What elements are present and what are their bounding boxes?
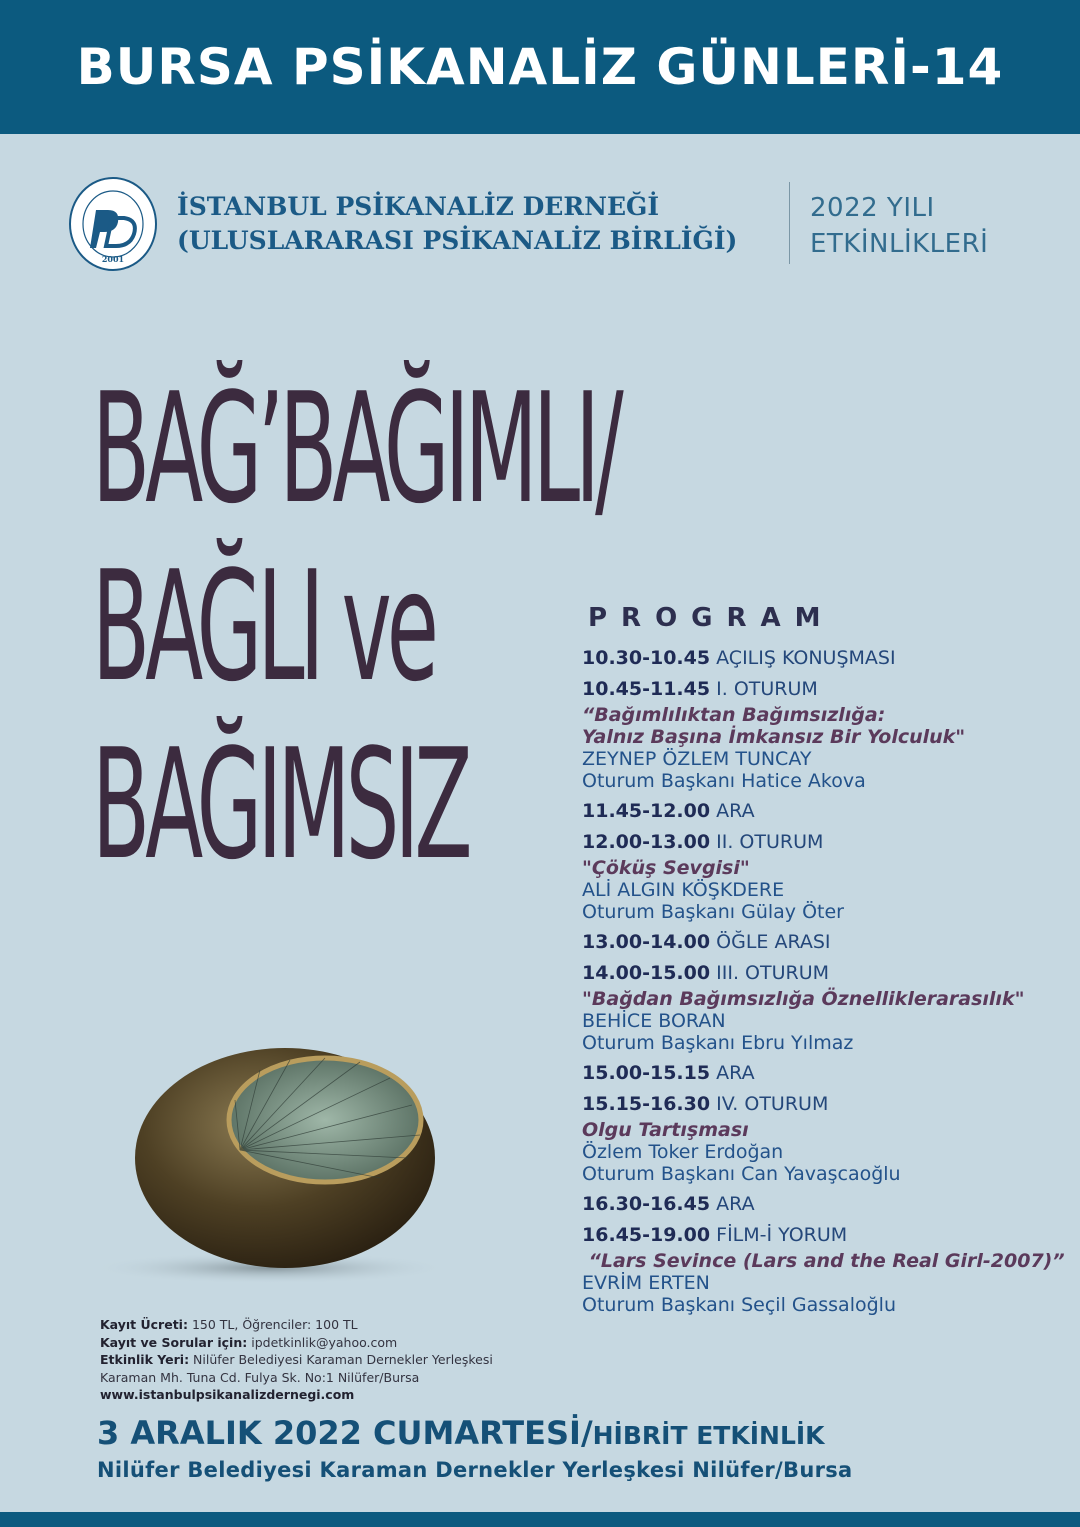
association-logo [68, 176, 158, 272]
schedule-label: ARA [716, 800, 755, 822]
footer-bar [0, 1512, 1080, 1527]
year-line1: 2022 YILI [810, 193, 935, 223]
schedule-label: IV. OTURUM [716, 1093, 829, 1115]
org-line1: İSTANBUL PSİKANALİZ DERNEĞİ [177, 192, 660, 221]
logo-seal-icon [68, 176, 158, 272]
fee-value: 150 TL, Öğrenciler: 100 TL [187, 1317, 358, 1332]
year-events [810, 190, 988, 262]
schedule-row [582, 1193, 1052, 1216]
session-speaker: BEHİCE BORAN [582, 1010, 726, 1032]
schedule-time: 15.15-16.30 [582, 1093, 711, 1115]
event-venue: Nilüfer Belediyesi Karaman Dernekler Yerleşkesi Nilüfer/Bursa [97, 1458, 853, 1482]
session-block [582, 678, 1052, 792]
main-title-line3: BAĞIMSIZ [92, 716, 468, 893]
schedule-time: 13.00-14.00 [582, 931, 711, 953]
schedule-time: 16.30-16.45 [582, 1193, 711, 1215]
date-separator: / [580, 1414, 593, 1452]
fee-line [100, 1316, 493, 1334]
venue-line [100, 1351, 493, 1369]
schedule-row [582, 678, 1052, 701]
sculpture-image [90, 1040, 450, 1285]
session-chair: Oturum Başkanı Hatice Akova [582, 770, 866, 792]
program-heading: PROGRAM [588, 603, 835, 633]
schedule-row [582, 1093, 1052, 1116]
session-speaker: ALİ ALGIN KÖŞKDERE [582, 879, 785, 901]
schedule-time: 10.30-10.45 [582, 647, 711, 669]
event-format: HİBRİT ETKİNLİK [592, 1421, 825, 1450]
session-block [582, 831, 1052, 923]
session-chair: Oturum Başkanı Seçil Gassaloğlu [582, 1294, 896, 1316]
schedule-label: AÇILIŞ KONUŞMASI [716, 647, 896, 669]
venue-value: Nilüfer Belediyesi Karaman Dernekler Yerleşkesi [189, 1352, 493, 1367]
schedule-label: FİLM-İ YORUM [716, 1224, 848, 1246]
session-title: “Bağımlılıktan Bağımsızlığa: [582, 704, 886, 726]
schedule-row [582, 931, 1052, 954]
schedule-row [582, 831, 1052, 854]
session-block [582, 1093, 1052, 1185]
session-chair: Oturum Başkanı Can Yavaşcaoğlu [582, 1163, 901, 1185]
schedule-label: ARA [716, 1193, 755, 1215]
schedule-time: 10.45-11.45 [582, 678, 711, 700]
header-bar [0, 0, 1080, 134]
schedule-time: 12.00-13.00 [582, 831, 711, 853]
main-title-line1: BAĞ’BAĞIMLI/ [92, 360, 619, 537]
venue-label: Etkinlik Yeri: [100, 1352, 190, 1367]
schedule-time: 15.00-15.15 [582, 1062, 711, 1084]
session-title: Yalnız Başına İmkansız Bir Yolculuk" [582, 726, 966, 748]
event-date [97, 1414, 825, 1452]
program-schedule [582, 603, 1065, 1324]
org-line2: (ULUSLARARASI PSİKANALİZ BİRLİĞİ) [177, 226, 738, 255]
schedule-row [582, 1224, 1052, 1247]
schedule-row [582, 962, 1052, 985]
session-speaker: Özlem Toker Erdoğan [582, 1141, 784, 1163]
session-chair: Oturum Başkanı Ebru Yılmaz [582, 1032, 854, 1054]
schedule-time: 14.00-15.00 [582, 962, 711, 984]
session-title: "Bağdan Bağımsızlığa Öznelliklerarasılık" [582, 988, 1025, 1010]
main-title-line2: BAĞLI ve [92, 538, 434, 715]
organization-name [177, 190, 737, 258]
session-chair: Oturum Başkanı Gülay Öter [582, 901, 844, 923]
session-speaker: ZEYNEP ÖZLEM TUNCAY [582, 748, 812, 770]
fee-label: Kayıt Ücreti: [100, 1317, 188, 1332]
schedule-time: 11.45-12.00 [582, 800, 711, 822]
contact-line [100, 1334, 493, 1352]
session-block [582, 962, 1052, 1054]
schedule-row [582, 647, 1052, 670]
logo-year: 2001 [101, 254, 125, 264]
schedule-row [582, 800, 1052, 823]
schedule-label: II. OTURUM [716, 831, 824, 853]
schedule-label: ARA [716, 1062, 755, 1084]
session-block [582, 1224, 1065, 1316]
session-title: Olgu Tartışması [582, 1119, 749, 1141]
contact-email[interactable]: ipdetkinlik@yahoo.com [247, 1334, 398, 1350]
year-line2: ETKİNLİKLERİ [810, 229, 989, 259]
bronze-sculpture-icon [90, 1040, 450, 1285]
schedule-time: 16.45-19.00 [582, 1224, 711, 1246]
registration-info [100, 1316, 493, 1404]
session-title: “Lars Sevince (Lars and the Real Girl-2007)” [582, 1250, 1065, 1272]
header-divider [789, 182, 790, 264]
website-link[interactable]: www.istanbulpsikanalizdernegi.com [100, 1387, 355, 1402]
session-title: "Çöküş Sevgisi" [582, 857, 750, 879]
address-line: Karaman Mh. Tuna Cd. Fulya Sk. No:1 Nilüfer/Bursa [100, 1369, 420, 1385]
date-text: 3 ARALIK 2022 CUMARTESİ [97, 1414, 581, 1452]
contact-label: Kayıt ve Sorular için: [100, 1334, 248, 1350]
schedule-label: III. OTURUM [716, 962, 829, 984]
schedule-row [582, 1062, 1052, 1085]
schedule-label: ÖĞLE ARASI [716, 931, 831, 953]
event-title: BURSA PSİKANALİZ GÜNLERİ-14 [76, 38, 1004, 96]
session-speaker: EVRİM ERTEN [582, 1272, 710, 1294]
schedule-label: I. OTURUM [716, 678, 818, 700]
